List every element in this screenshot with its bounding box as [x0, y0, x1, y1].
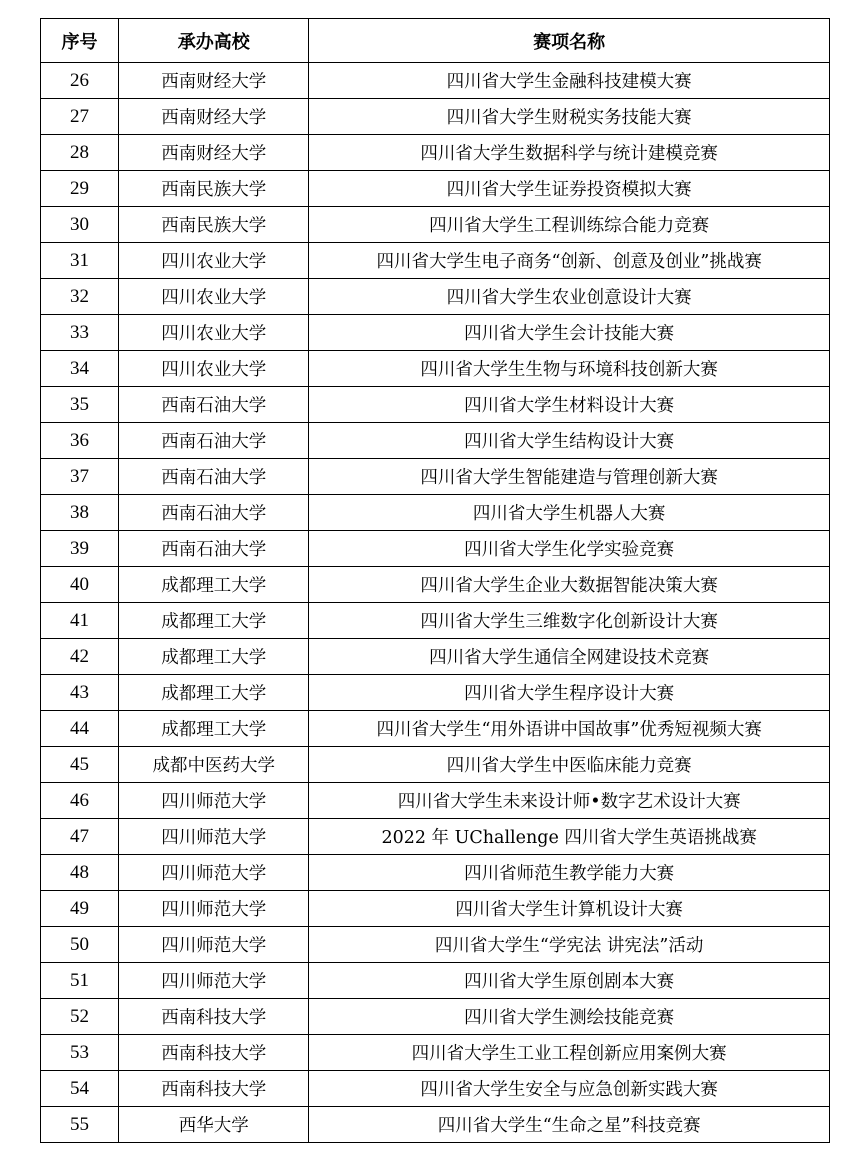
cell-host-school: 四川师范大学: [119, 819, 309, 855]
cell-event-name: 四川省大学生三维数字化创新设计大赛: [309, 603, 830, 639]
cell-serial-no: 50: [41, 927, 119, 963]
cell-event-name: 四川省大学生电子商务“创新、创意及创业”挑战赛: [309, 243, 830, 279]
cell-serial-no: 38: [41, 495, 119, 531]
cell-host-school: 成都理工大学: [119, 639, 309, 675]
cell-serial-no: 35: [41, 387, 119, 423]
cell-event-name: 四川省大学生生物与环境科技创新大赛: [309, 351, 830, 387]
cell-event-name: 四川省大学生金融科技建模大赛: [309, 63, 830, 99]
table-row: [41, 135, 830, 171]
header-row: [41, 19, 830, 63]
cell-event-name: 四川省大学生原创剧本大赛: [309, 963, 830, 999]
cell-event-name: 四川省大学生“生命之星”科技竞赛: [309, 1107, 830, 1143]
table-row: [41, 279, 830, 315]
cell-host-school: 西南石油大学: [119, 531, 309, 567]
table-row: [41, 99, 830, 135]
cell-event-name: 四川省大学生材料设计大赛: [309, 387, 830, 423]
cell-serial-no: 41: [41, 603, 119, 639]
cell-serial-no: 32: [41, 279, 119, 315]
cell-host-school: 西南石油大学: [119, 495, 309, 531]
cell-event-name: 四川省大学生农业创意设计大赛: [309, 279, 830, 315]
cell-serial-no: 49: [41, 891, 119, 927]
competition-table: [40, 18, 830, 1143]
cell-host-school: 成都中医药大学: [119, 747, 309, 783]
cell-serial-no: 30: [41, 207, 119, 243]
cell-host-school: 四川师范大学: [119, 783, 309, 819]
cell-host-school: 四川师范大学: [119, 891, 309, 927]
cell-event-name: 四川省师范生教学能力大赛: [309, 855, 830, 891]
cell-serial-no: 51: [41, 963, 119, 999]
table-row: [41, 675, 830, 711]
cell-host-school: 西南科技大学: [119, 1035, 309, 1071]
cell-event-name: 四川省大学生数据科学与统计建模竞赛: [309, 135, 830, 171]
cell-serial-no: 39: [41, 531, 119, 567]
cell-host-school: 西南科技大学: [119, 999, 309, 1035]
cell-event-name: 四川省大学生测绘技能竞赛: [309, 999, 830, 1035]
cell-host-school: 西南科技大学: [119, 1071, 309, 1107]
cell-host-school: 西南财经大学: [119, 99, 309, 135]
table-body: [41, 63, 830, 1143]
table-row: [41, 891, 830, 927]
table-row: [41, 783, 830, 819]
cell-serial-no: 55: [41, 1107, 119, 1143]
cell-host-school: 西华大学: [119, 1107, 309, 1143]
table-row: [41, 963, 830, 999]
table-row: [41, 459, 830, 495]
cell-serial-no: 47: [41, 819, 119, 855]
cell-host-school: 四川师范大学: [119, 855, 309, 891]
cell-serial-no: 48: [41, 855, 119, 891]
table-row: [41, 171, 830, 207]
cell-serial-no: 29: [41, 171, 119, 207]
cell-serial-no: 42: [41, 639, 119, 675]
table-row: [41, 63, 830, 99]
table-row: [41, 819, 830, 855]
table-header: [41, 19, 830, 63]
table-row: [41, 1107, 830, 1143]
cell-serial-no: 40: [41, 567, 119, 603]
table-row: [41, 855, 830, 891]
table-row: [41, 1071, 830, 1107]
cell-host-school: 四川农业大学: [119, 315, 309, 351]
cell-host-school: 四川农业大学: [119, 351, 309, 387]
cell-event-name: 四川省大学生程序设计大赛: [309, 675, 830, 711]
cell-event-name: 四川省大学生证券投资模拟大赛: [309, 171, 830, 207]
table-row: [41, 351, 830, 387]
cell-serial-no: 27: [41, 99, 119, 135]
cell-serial-no: 53: [41, 1035, 119, 1071]
table-row: [41, 423, 830, 459]
cell-host-school: 四川师范大学: [119, 927, 309, 963]
cell-host-school: 西南财经大学: [119, 135, 309, 171]
cell-host-school: 西南石油大学: [119, 387, 309, 423]
table-row: [41, 999, 830, 1035]
cell-event-name: 四川省大学生通信全网建设技术竞赛: [309, 639, 830, 675]
table-row: [41, 207, 830, 243]
cell-host-school: 西南石油大学: [119, 423, 309, 459]
cell-event-name: 四川省大学生机器人大赛: [309, 495, 830, 531]
cell-serial-no: 54: [41, 1071, 119, 1107]
table-row: [41, 243, 830, 279]
table-row: [41, 531, 830, 567]
table-row: [41, 1035, 830, 1071]
header-serial-no: 序号: [41, 19, 119, 63]
table-row: [41, 747, 830, 783]
cell-event-name: 四川省大学生工程训练综合能力竞赛: [309, 207, 830, 243]
cell-host-school: 成都理工大学: [119, 603, 309, 639]
cell-host-school: 西南民族大学: [119, 171, 309, 207]
header-host-school: 承办高校: [119, 19, 309, 63]
cell-serial-no: 36: [41, 423, 119, 459]
table-row: [41, 567, 830, 603]
cell-serial-no: 44: [41, 711, 119, 747]
cell-serial-no: 43: [41, 675, 119, 711]
cell-serial-no: 45: [41, 747, 119, 783]
cell-host-school: 西南民族大学: [119, 207, 309, 243]
cell-host-school: 成都理工大学: [119, 567, 309, 603]
table-row: [41, 711, 830, 747]
cell-serial-no: 52: [41, 999, 119, 1035]
cell-serial-no: 31: [41, 243, 119, 279]
cell-event-name: 四川省大学生化学实验竞赛: [309, 531, 830, 567]
cell-event-name: 四川省大学生“用外语讲中国故事”优秀短视频大赛: [309, 711, 830, 747]
cell-serial-no: 28: [41, 135, 119, 171]
cell-host-school: 成都理工大学: [119, 675, 309, 711]
cell-host-school: 成都理工大学: [119, 711, 309, 747]
cell-event-name: 四川省大学生智能建造与管理创新大赛: [309, 459, 830, 495]
cell-serial-no: 37: [41, 459, 119, 495]
cell-event-name: 四川省大学生计算机设计大赛: [309, 891, 830, 927]
table-row: [41, 387, 830, 423]
table-row: [41, 495, 830, 531]
cell-event-name: 四川省大学生“学宪法 讲宪法”活动: [309, 927, 830, 963]
table-row: [41, 639, 830, 675]
cell-host-school: 西南石油大学: [119, 459, 309, 495]
cell-event-name: 四川省大学生会计技能大赛: [309, 315, 830, 351]
table-row: [41, 927, 830, 963]
header-event-name: 赛项名称: [309, 19, 830, 63]
table-row: [41, 315, 830, 351]
cell-host-school: 四川农业大学: [119, 279, 309, 315]
cell-host-school: 四川师范大学: [119, 963, 309, 999]
table-row: [41, 603, 830, 639]
cell-serial-no: 26: [41, 63, 119, 99]
cell-host-school: 四川农业大学: [119, 243, 309, 279]
cell-event-name: 四川省大学生企业大数据智能决策大赛: [309, 567, 830, 603]
cell-event-name: 2022 年 UChallenge 四川省大学生英语挑战赛: [309, 819, 830, 855]
cell-event-name: 四川省大学生财税实务技能大赛: [309, 99, 830, 135]
cell-serial-no: 33: [41, 315, 119, 351]
cell-event-name: 四川省大学生结构设计大赛: [309, 423, 830, 459]
cell-host-school: 西南财经大学: [119, 63, 309, 99]
cell-serial-no: 34: [41, 351, 119, 387]
cell-event-name: 四川省大学生未来设计师•数字艺术设计大赛: [309, 783, 830, 819]
cell-serial-no: 46: [41, 783, 119, 819]
cell-event-name: 四川省大学生工业工程创新应用案例大赛: [309, 1035, 830, 1071]
cell-event-name: 四川省大学生安全与应急创新实践大赛: [309, 1071, 830, 1107]
cell-event-name: 四川省大学生中医临床能力竞赛: [309, 747, 830, 783]
